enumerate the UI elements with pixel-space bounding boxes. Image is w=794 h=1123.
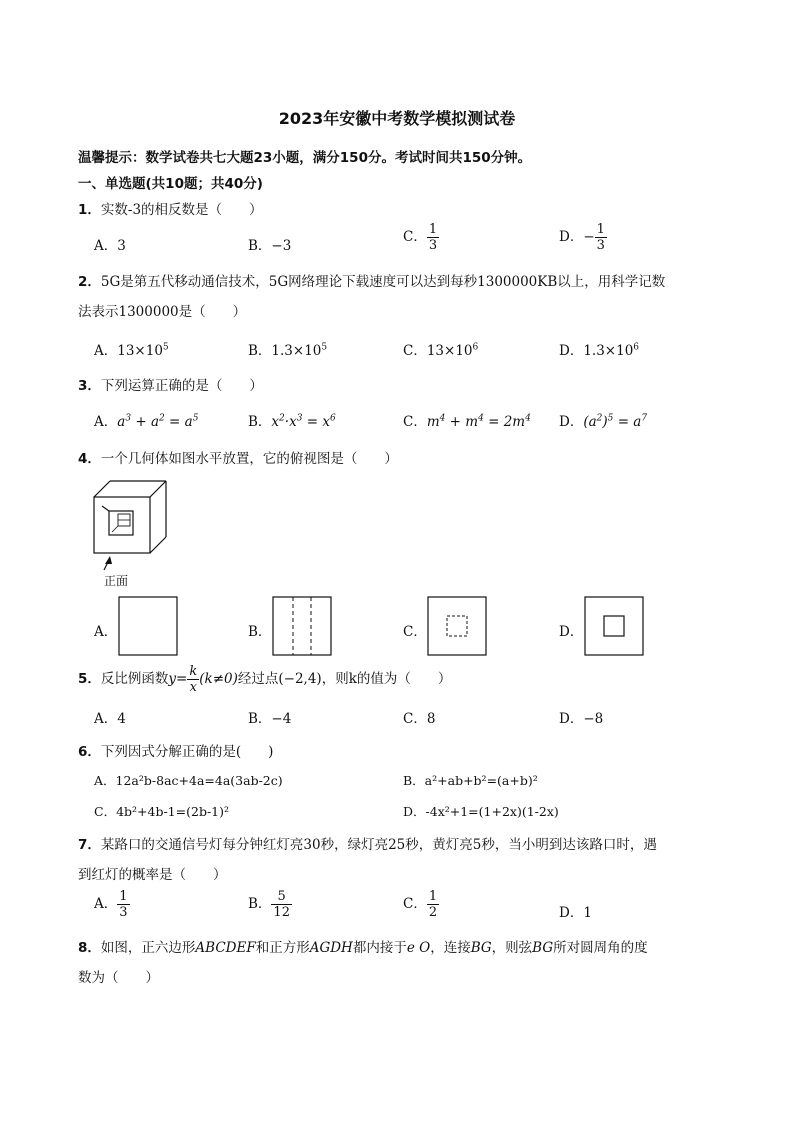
cube-edge <box>150 537 166 553</box>
question-5 <box>78 664 451 695</box>
option-base: 1.3×10 <box>583 343 634 359</box>
circle-label: e O <box>406 940 431 956</box>
q4-option-b-label: B． <box>248 624 272 640</box>
q2-option-a <box>94 339 169 359</box>
q4-option-a-figure <box>118 596 180 658</box>
question-stem: 下列因式分解正确的是( ) <box>100 744 274 760</box>
q7-option-b <box>248 889 292 920</box>
option-label: A． <box>94 414 118 430</box>
q5-option-d: D．−8 <box>559 711 604 727</box>
q5-option-b: B．−4 <box>248 711 292 727</box>
square-label: AGDH <box>309 940 353 956</box>
fraction <box>271 889 292 920</box>
q6-option-b: B．a²+ab+b²=(a+b)² <box>403 773 538 788</box>
denominator: 12 <box>273 905 290 920</box>
stem-part: 都内接于 <box>352 940 407 956</box>
inner-line <box>112 526 118 532</box>
option-label: A． <box>94 343 118 359</box>
question-7 <box>78 833 657 853</box>
q4-option-c-figure <box>427 596 489 658</box>
option-label: B． <box>248 896 272 912</box>
q1-option-a: A．3 <box>94 238 126 254</box>
option-exponent: 5 <box>321 342 328 353</box>
option-exponent: 6 <box>633 342 640 353</box>
q2-option-c <box>403 339 478 359</box>
cube-edge <box>94 481 110 497</box>
denominator: 2 <box>428 905 438 920</box>
outer-square <box>119 597 177 655</box>
dashed-inner-square <box>447 616 467 636</box>
q4-option-a-label: A． <box>94 624 118 640</box>
formula: $(a^2)^5 = a^7$ <box>583 413 648 430</box>
option-label: C． <box>403 414 427 430</box>
q5-option-c: C．8 <box>403 711 436 727</box>
numerator: 5 <box>271 889 292 905</box>
question-number: 1． <box>78 202 101 218</box>
option-base: 13×10 <box>117 343 163 359</box>
q6-option-d: D．-4x²+1=(1+2x)(1-2x) <box>403 804 559 819</box>
question-4 <box>78 447 398 467</box>
question-stem: 下列运算正确的是（ ） <box>100 378 263 394</box>
question-stem-pre: 反比例函数 <box>100 671 169 687</box>
option-label: D． <box>559 414 584 430</box>
fraction <box>595 222 607 253</box>
option-label: A． <box>94 896 118 912</box>
option-label: D． <box>559 343 584 359</box>
q6-option-c: C．4b²+4b-1=(2b-1)² <box>94 804 230 819</box>
q2-option-b <box>248 339 327 359</box>
numerator: 1 <box>119 889 128 904</box>
question-number: 6． <box>78 744 101 760</box>
formula: $m^4 + m^4 = 2m^4$ <box>426 413 531 430</box>
q4-option-b-figure <box>272 596 334 658</box>
question-number: 4． <box>78 451 101 467</box>
notice-text: 温馨提示：数学试卷共七大题23小题，满分150分。考试时间共150分钟。 <box>78 150 532 166</box>
outer-square <box>273 597 331 655</box>
cube-figure <box>88 476 188 592</box>
denominator: 3 <box>119 905 128 920</box>
question-number: 3． <box>78 378 101 394</box>
q6-option-a: A．12a²b-8ac+4a=4a(3ab-2c) <box>94 773 283 788</box>
q4-option-d-label: D． <box>559 624 584 640</box>
option-exponent: 5 <box>162 342 169 353</box>
arrow-head-icon <box>105 556 112 564</box>
option-exponent: 6 <box>472 342 479 353</box>
segment-label: BG <box>470 940 492 956</box>
question-3 <box>78 374 263 394</box>
fraction <box>427 222 439 253</box>
stem-part: ，连接 <box>430 940 471 956</box>
q7-option-d: D．1 <box>559 905 592 921</box>
stem-part: 如图，正六边形 <box>100 940 196 956</box>
question-number: 5． <box>78 671 101 687</box>
question-stem: 一个几何体如图水平放置，它的俯视图是（ ） <box>100 451 398 467</box>
q1-option-b: B．−3 <box>248 238 292 254</box>
fraction <box>117 889 129 920</box>
option-label: C． <box>403 229 427 245</box>
q1-option-c <box>403 222 439 253</box>
q2-option-d <box>559 339 639 359</box>
hexagon-label: ABCDEF <box>195 940 256 956</box>
q1-option-d <box>559 222 607 253</box>
question-number: 2． <box>78 274 101 290</box>
question-stem-mid: 经过点 <box>237 671 279 687</box>
denominator: 3 <box>596 238 605 253</box>
option-label: C． <box>403 896 427 912</box>
question-stem-line1: 5G是第五代移动通信技术，5G网络理论下载速度可以达到每秒1300000KB以上，用科学记数 <box>100 274 666 290</box>
option-base: 1.3×10 <box>271 343 322 359</box>
question-2-line2: 法表示1300000是（ ） <box>78 304 247 320</box>
question-number: 8． <box>78 940 101 956</box>
q3-option-d <box>559 410 647 430</box>
point: (−2,4) <box>278 671 322 687</box>
inner-square <box>604 616 624 636</box>
stem-part: 和正方形 <box>255 940 310 956</box>
numerator: 1 <box>428 222 438 237</box>
question-number: 7． <box>78 837 101 853</box>
q7-option-a <box>94 889 130 920</box>
formula: y= $\frac{k}{x}$ (k≠0) <box>168 664 238 695</box>
question-stem-line1: 某路口的交通信号灯每分钟红灯亮30秒，绿灯亮25秒，黄灯亮5秒，当小明到达该路口时，遇 <box>100 837 657 853</box>
cube-edge <box>150 481 166 497</box>
option-base: 13×10 <box>426 343 473 359</box>
question-8-line2: 数为（ ） <box>78 970 159 986</box>
numerator: 1 <box>596 222 605 237</box>
formula: $a^3 + a^2 = a^5$ <box>117 413 199 430</box>
question-2 <box>78 270 665 290</box>
option-label: C． <box>403 343 427 359</box>
stem-part: 所对圆周角的度 <box>553 940 648 956</box>
question-stem-post: ，则k的值为（ ） <box>321 671 452 687</box>
cube-front-face <box>94 497 150 553</box>
option-label: D．− <box>559 229 595 245</box>
stem-part: ，则弦 <box>491 940 533 956</box>
question-6 <box>78 740 273 760</box>
q5-option-a: A．4 <box>94 711 126 727</box>
q3-option-c <box>403 410 531 430</box>
page-title: 2023年安徽中考数学模拟测试卷 <box>278 109 516 128</box>
q4-option-c-label: C． <box>403 624 427 640</box>
outer-square <box>585 597 643 655</box>
section-heading: 一、单选题(共10题；共40分) <box>78 176 263 192</box>
q3-option-a <box>94 410 198 430</box>
question-1 <box>78 198 263 218</box>
front-label: 正面 <box>104 574 129 588</box>
question-8 <box>78 936 648 956</box>
outer-square <box>428 597 486 655</box>
option-label: B． <box>248 414 272 430</box>
question-stem: 实数-3的相反数是（ ） <box>100 202 263 218</box>
q7-option-c <box>403 889 439 920</box>
numerator: 1 <box>428 889 438 904</box>
q3-option-b <box>248 410 336 430</box>
formula: $x^2\cdot x^3 = x^6$ <box>271 413 336 430</box>
inner-edge <box>102 506 109 511</box>
q4-option-d-figure <box>584 596 646 658</box>
denominator: 3 <box>428 238 438 253</box>
fraction <box>427 889 439 920</box>
segment-label: BG <box>532 940 554 956</box>
question-7-line2: 到红灯的概率是（ ） <box>78 867 227 883</box>
option-label: B． <box>248 343 272 359</box>
